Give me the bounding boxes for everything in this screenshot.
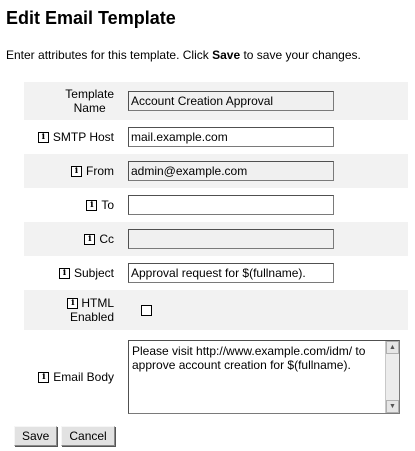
page-instructions bbox=[6, 48, 361, 63]
html-enabled-label-line1: HTML bbox=[81, 296, 114, 310]
scroll-down-arrow-icon[interactable]: ▼ bbox=[386, 400, 399, 413]
email-body-row bbox=[24, 330, 408, 424]
email-body-text[interactable]: Please visit http://www.example.com/idm/ to approve account creation for $(fullname). bbox=[132, 344, 366, 372]
template-name-label-line1: Template bbox=[65, 87, 114, 101]
smtp-host-label bbox=[24, 130, 120, 144]
info-icon[interactable]: i bbox=[38, 132, 49, 143]
page-title: Edit Email Template bbox=[6, 8, 176, 28]
instructions-text-start: Enter attributes for this template. Click bbox=[6, 48, 213, 62]
template-name-row bbox=[24, 82, 408, 120]
email-body-label bbox=[24, 370, 120, 384]
smtp-host-row bbox=[24, 120, 408, 154]
email-body-label-text: Email Body bbox=[53, 370, 114, 384]
info-icon[interactable]: i bbox=[38, 372, 49, 383]
scroll-up-arrow-icon[interactable]: ▲ bbox=[386, 341, 399, 354]
subject-row bbox=[24, 256, 408, 290]
html-enabled-checkbox[interactable] bbox=[141, 305, 152, 316]
instructions-text-end: to save your changes. bbox=[240, 48, 361, 62]
info-icon[interactable]: i bbox=[59, 268, 70, 279]
info-icon[interactable]: i bbox=[67, 298, 78, 309]
to-input[interactable] bbox=[128, 195, 334, 215]
form-buttons bbox=[14, 426, 115, 446]
template-name-field: Account Creation Approval bbox=[128, 91, 334, 111]
smtp-host-label-text: SMTP Host bbox=[52, 130, 114, 144]
cc-label bbox=[24, 232, 120, 246]
to-label bbox=[24, 198, 120, 212]
email-template-form bbox=[24, 82, 408, 424]
cancel-button[interactable]: Cancel bbox=[61, 426, 114, 446]
cc-row bbox=[24, 222, 408, 256]
from-label bbox=[24, 164, 120, 178]
from-row bbox=[24, 154, 408, 188]
subject-input[interactable]: Approval request for $(fullname). bbox=[128, 263, 334, 283]
html-enabled-label-line2: Enabled bbox=[69, 310, 114, 324]
smtp-host-input[interactable]: mail.example.com bbox=[128, 127, 334, 147]
template-name-label-line2: Name bbox=[73, 101, 106, 115]
from-field: admin@example.com bbox=[128, 161, 334, 181]
info-icon[interactable]: i bbox=[86, 200, 97, 211]
save-button[interactable]: Save bbox=[14, 426, 57, 446]
cc-label-text: Cc bbox=[99, 232, 114, 246]
to-row bbox=[24, 188, 408, 222]
subject-label bbox=[24, 266, 120, 280]
subject-label-text: Subject bbox=[73, 266, 114, 280]
info-icon[interactable]: i bbox=[84, 234, 95, 245]
to-label-text: To bbox=[101, 198, 114, 212]
html-enabled-label bbox=[24, 296, 120, 324]
html-enabled-row bbox=[24, 290, 408, 330]
email-body-textarea[interactable] bbox=[128, 340, 400, 414]
template-name-label bbox=[24, 87, 120, 115]
from-label-text: From bbox=[86, 164, 114, 178]
instructions-save-keyword: Save bbox=[212, 48, 241, 62]
cc-field bbox=[128, 229, 334, 249]
email-body-scrollbar[interactable] bbox=[385, 341, 399, 413]
info-icon[interactable]: i bbox=[71, 166, 82, 177]
